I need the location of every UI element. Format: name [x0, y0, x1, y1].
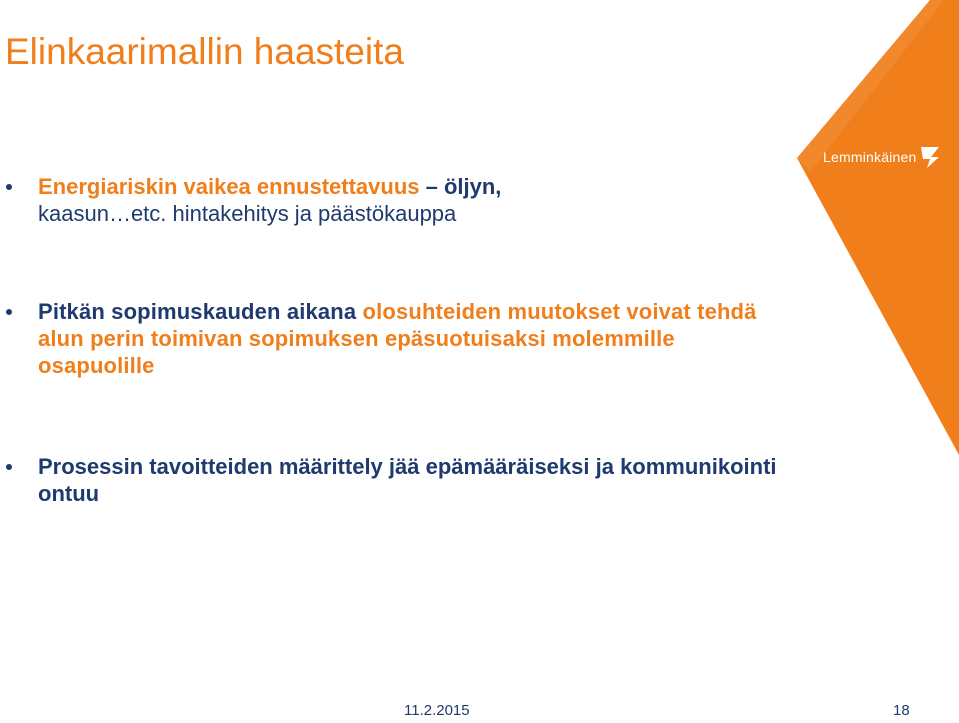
bullet-item-contract-period — [0, 298, 780, 379]
slide-title: Elinkaarimallin haasteita — [5, 31, 404, 72]
bullet-text — [38, 298, 780, 379]
bullet-dot-icon — [6, 184, 12, 190]
bullet-lead: Pitkän sopimuskauden aikana — [38, 299, 363, 324]
bullet-highlight: olosuhteiden muutokset voivat tehdä alun perin toimivan sopimuksen epäsuotuisaksi molemmille osapuolille — [38, 299, 757, 378]
bullet-item-energy-risk — [0, 173, 780, 227]
bullet-continuation: – öljyn, — [419, 174, 502, 199]
lemminkainen-mark-icon — [919, 144, 941, 170]
bullet-dot-icon — [6, 309, 12, 315]
bullet-highlight: Energiariskin vaikea ennustettavuus — [38, 174, 420, 199]
bullet-item-process-goals — [0, 453, 780, 507]
company-logo-text: Lemminkäinen — [823, 149, 917, 165]
bullet-text — [38, 173, 780, 227]
footer-page-number: 18 — [893, 702, 910, 719]
bullet-continuation-line2: kaasun…etc. hintakehitys ja päästökauppa — [38, 201, 457, 226]
bullet-dot-icon — [6, 464, 12, 470]
bullet-text: Prosessin tavoitteiden määrittely jää epämääräiseksi ja kommunikointi ontuu — [38, 454, 777, 506]
footer-date: 11.2.2015 — [404, 702, 470, 719]
